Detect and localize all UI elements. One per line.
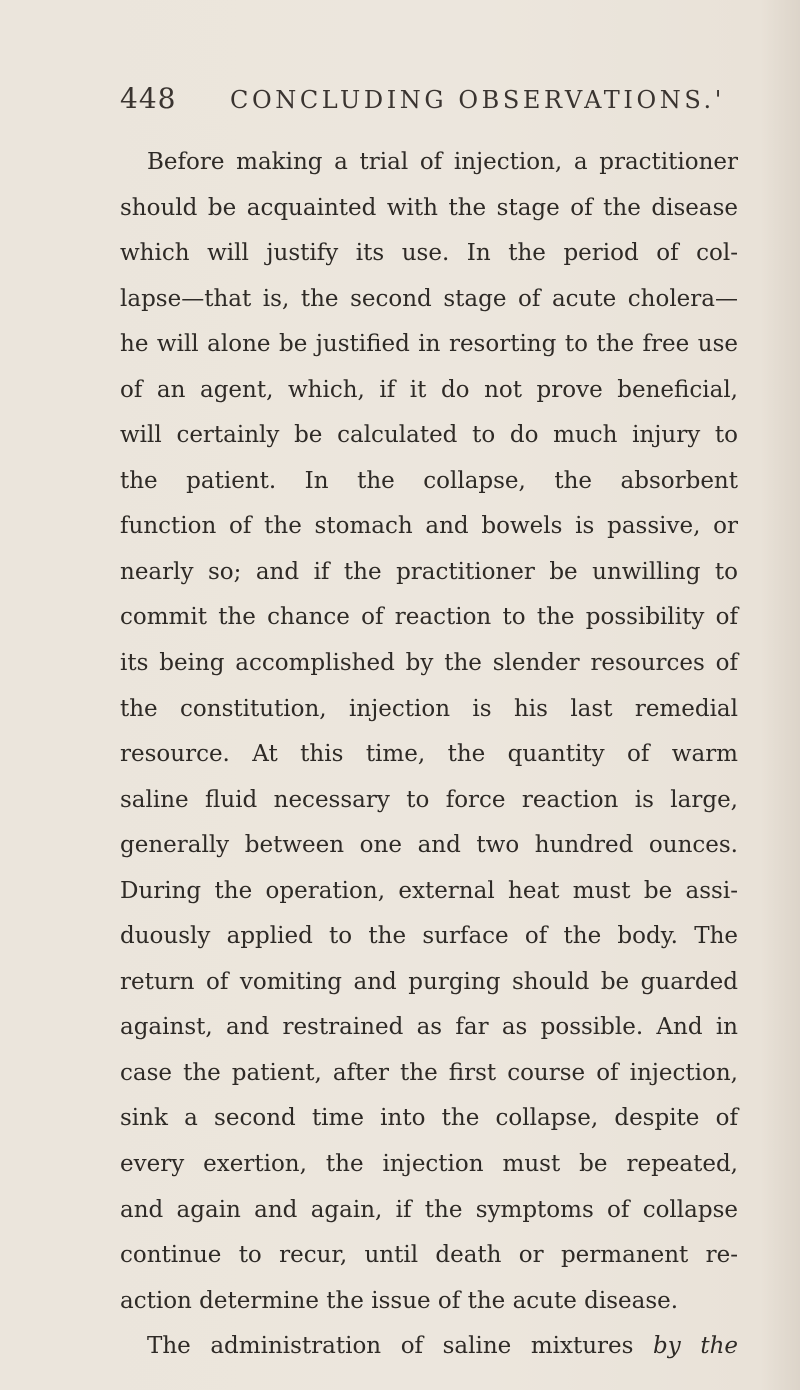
body-text <box>120 140 739 1370</box>
text-line: case the patient, after the first course of injection, <box>120 1059 738 1086</box>
text-line: of an agent, which, if it do not prove beneficial, <box>120 376 738 403</box>
text-line: nearly so; and if the practitioner be unwilling to <box>120 558 738 585</box>
text-line: every exertion, the injection must be repeated, <box>120 1151 738 1178</box>
text-line-prefix: The administration of saline mixtures <box>147 1333 634 1360</box>
text-line: During the operation, external heat must be assi- <box>120 877 738 904</box>
page-number: 448 <box>120 82 177 115</box>
text-line: commit the chance of reaction to the possibility of <box>120 604 738 631</box>
text-line: generally between one and two hundred ounces. <box>120 832 738 859</box>
text-line: which will justify its use. In the period of col- <box>120 240 738 267</box>
text-line: should be acquainted with the stage of the disease <box>120 194 738 221</box>
running-title: CONCLUDING OBSERVATIONS.' <box>230 86 725 114</box>
text-line: saline fluid necessary to force reaction is large, <box>120 786 738 813</box>
text-line: continue to recur, until death or permanent re- <box>120 1242 738 1269</box>
text-line: action determine the issue of the acute disease. <box>120 1287 679 1314</box>
text-line: function of the stomach and bowels is passive, or <box>120 513 738 540</box>
text-line: duously applied to the surface of the body. The <box>120 923 738 950</box>
text-line: resource. At this time, the quantity of warm <box>120 741 738 768</box>
text-line: the constitution, injection is his last remedial <box>120 695 738 722</box>
text-line: sink a second time into the collapse, despite of <box>120 1105 738 1132</box>
text-line: Before making a trial of injection, a practitioner <box>147 149 738 175</box>
running-head <box>0 0 800 140</box>
text-line: he will alone be justified in resorting to the free use <box>120 331 738 358</box>
text-line-italic: by the <box>653 1333 739 1360</box>
text-line: its being accomplished by the slender resources of <box>120 650 738 677</box>
text-line: return of vomiting and purging should be guarded <box>120 968 738 995</box>
text-line: the patient. In the collapse, the absorbent <box>120 467 738 494</box>
text-line: against, and restrained as far as possible. And in <box>120 1014 738 1041</box>
text-line: lapse—that is, the second stage of acute cholera— <box>120 285 738 312</box>
text-line: and again and again, if the symptoms of collapse <box>120 1196 738 1223</box>
text-line: will certainly be calculated to do much injury to <box>120 422 738 449</box>
text-line-last <box>147 1324 738 1370</box>
